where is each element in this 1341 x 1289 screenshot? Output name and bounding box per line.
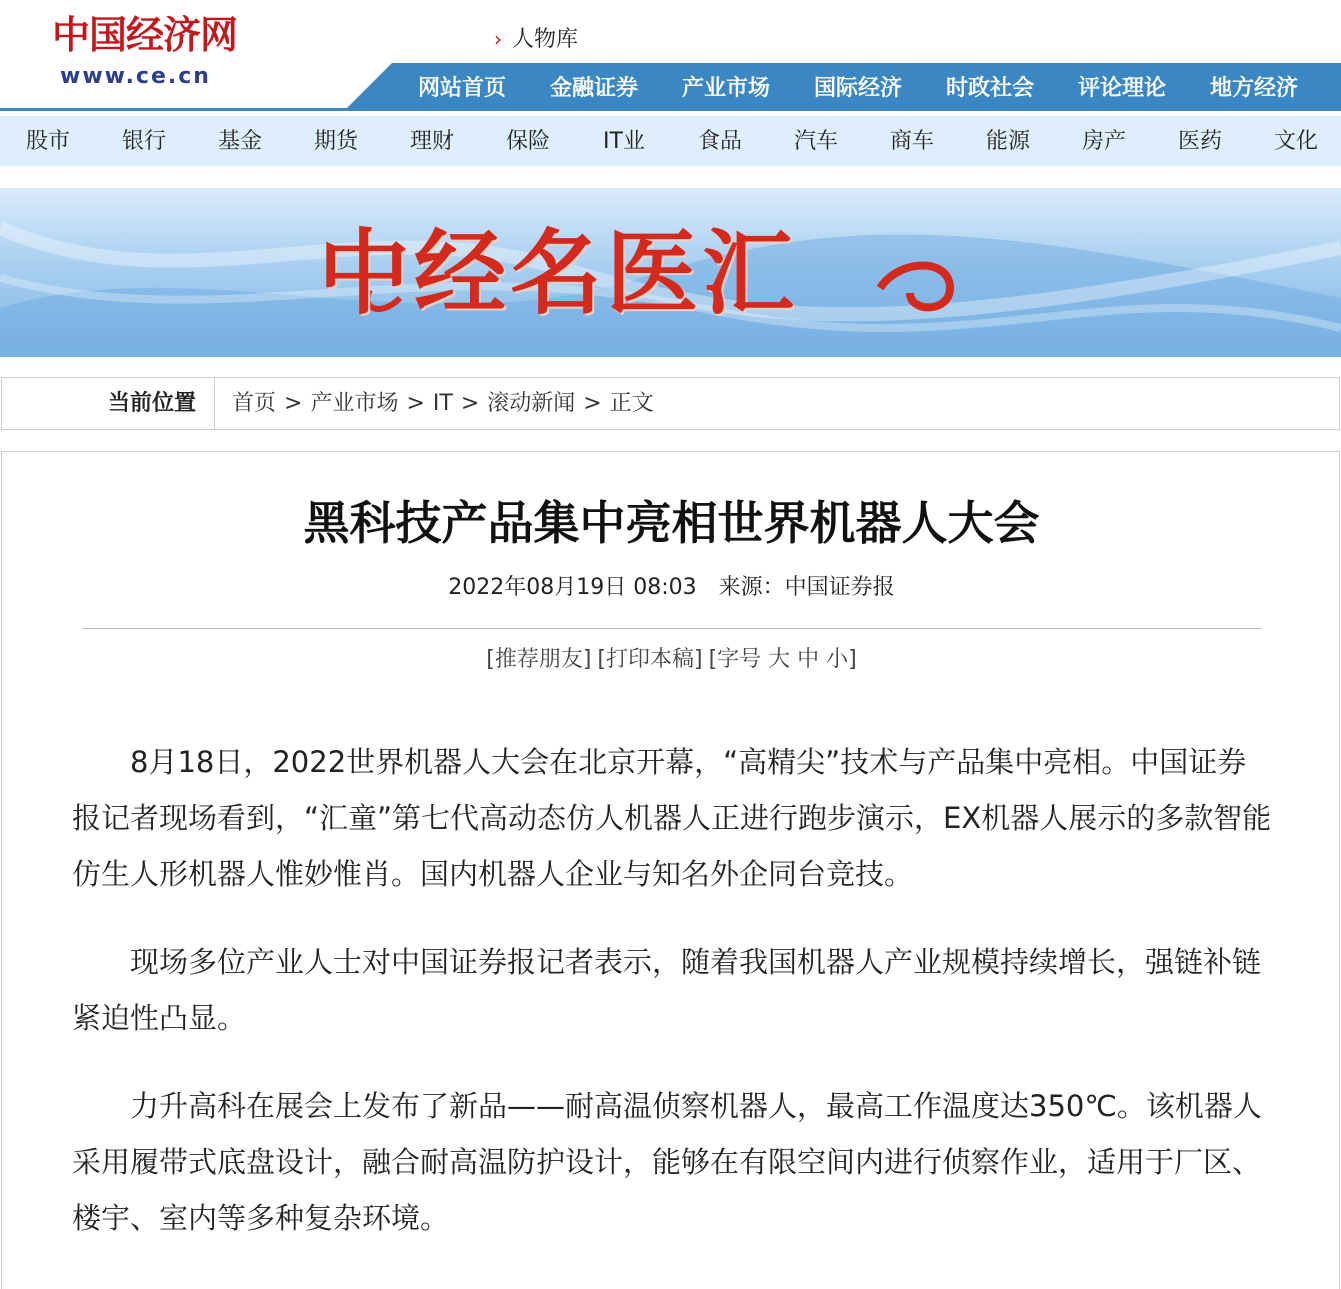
main-nav-item-politics[interactable]: 时政社会 — [945, 76, 1034, 101]
breadcrumb-rolling-news[interactable]: 滚动新闻 — [487, 391, 576, 416]
article-meta — [2, 572, 1341, 604]
breadcrumb-label: 当前位置 — [2, 378, 215, 429]
main-nav-item-finance[interactable]: 金融证券 — [549, 76, 638, 101]
main-nav-item-international[interactable]: 国际经济 — [813, 76, 902, 101]
breadcrumb-current: 正文 — [609, 391, 654, 416]
main-nav-item-industry[interactable]: 产业市场 — [681, 76, 770, 101]
main-nav-item-commentary[interactable]: 评论理论 — [1077, 76, 1166, 101]
channel-real-estate[interactable]: 房产 — [1081, 129, 1126, 154]
breadcrumb-path — [232, 378, 654, 429]
article-paragraph: 力升高科在展会上发布了新品——耐高温侦察机器人，最高工作温度达350℃。该机器人采用履带式底盘设计，融合耐高温防护设计，能够在有限空间内进行侦察作业，适用于厂区、楼宇、室内等多种复杂环境。 — [72, 1089, 1262, 1235]
channel-commercial-vehicles[interactable]: 商车 — [889, 129, 934, 154]
main-nav-item-local[interactable]: 地方经济 — [1209, 76, 1298, 101]
article-tools — [2, 644, 1341, 676]
breadcrumb-separator: > — [406, 391, 425, 416]
font-size-control[interactable]: [字号 大 中 小] — [708, 647, 857, 672]
article-date: 2022年08月19日 08:03 — [448, 575, 697, 600]
people-library-link[interactable] — [494, 24, 578, 55]
breadcrumb-separator: > — [284, 391, 303, 416]
feature-banner[interactable] — [0, 188, 1341, 357]
channel-energy[interactable]: 能源 — [985, 129, 1030, 154]
channel-stocks[interactable]: 股市 — [25, 129, 70, 154]
site-header — [0, 0, 1341, 113]
main-nav — [396, 63, 1320, 111]
article-paragraph: 8月18日，2022世界机器人大会在北京开幕，“高精尖”技术与产品集中亮相。中国证券报记者现场看到，“汇童”第七代高动态仿人机器人正进行跑步演示，EX机器人展示的多款智能仿生人形机器人惟妙惟肖。国内机器人企业与知名外企同台竞技。 — [72, 745, 1272, 891]
breadcrumb-separator: > — [460, 391, 480, 416]
article-title: 黑科技产品集中亮相世界机器人大会 — [303, 496, 1040, 550]
print-article-button[interactable]: [打印本稿] — [597, 647, 703, 672]
channel-futures[interactable]: 期货 — [313, 129, 358, 154]
title-divider — [82, 628, 1262, 629]
article-source: 来源：中国证券报 — [718, 575, 895, 600]
channel-wealth[interactable]: 理财 — [409, 129, 454, 154]
chevron-right-icon: › — [494, 27, 502, 51]
breadcrumb — [1, 377, 1340, 430]
logo-chinese-text: 中国经济网 — [52, 12, 238, 57]
channel-pharma[interactable]: 医药 — [1177, 129, 1222, 154]
recommend-friend-button[interactable]: [推荐朋友] — [486, 647, 592, 672]
breadcrumb-industry[interactable]: 产业市场 — [310, 391, 399, 416]
channel-culture[interactable]: 文化 — [1273, 129, 1318, 154]
channel-it[interactable]: IT业 — [603, 129, 645, 154]
channel-nav — [0, 116, 1341, 166]
article-container — [1, 451, 1340, 1289]
article-body — [72, 734, 1272, 1278]
channel-funds[interactable]: 基金 — [217, 129, 262, 154]
breadcrumb-it[interactable]: IT — [432, 391, 453, 416]
channel-insurance[interactable]: 保险 — [505, 129, 550, 154]
logo-url-text: www.ce.cn — [60, 64, 211, 89]
main-nav-slant — [344, 63, 392, 111]
channel-food[interactable]: 食品 — [697, 129, 742, 154]
main-nav-item-home[interactable]: 网站首页 — [417, 76, 506, 101]
people-library-label: 人物库 — [512, 27, 579, 52]
channel-auto[interactable]: 汽车 — [793, 129, 838, 154]
breadcrumb-home[interactable]: 首页 — [232, 391, 277, 416]
banner-title: 中经名医汇 — [318, 219, 799, 327]
breadcrumb-separator: > — [583, 391, 602, 416]
article-paragraph: 现场多位产业人士对中国证券报记者表示，随着我国机器人产业规模持续增长，强链补链紧迫性凸显。 — [72, 945, 1262, 1035]
channel-banking[interactable]: 银行 — [121, 129, 166, 154]
